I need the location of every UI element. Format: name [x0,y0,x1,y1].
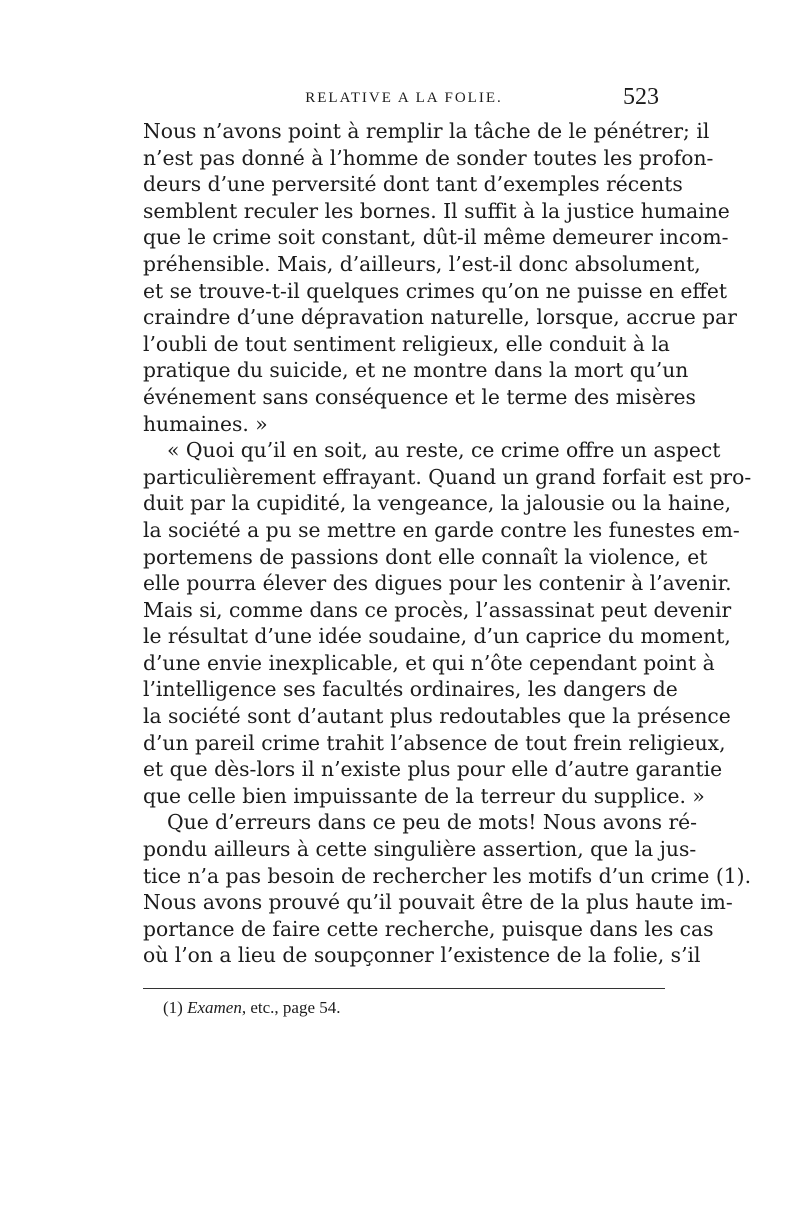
text-line: humaines. » [143,411,268,436]
text-line: d’une envie inexplicable, et qui n’ôte cependant point à [143,650,715,675]
footnote-title: Examen [187,998,242,1017]
text-line: le résultat d’une idée soudaine, d’un caprice du moment, [143,624,731,649]
text-line: elle pourra élever des digues pour les contenir à l’avenir. [143,571,732,596]
text-line: pratique du suicide, et ne montre dans la mort qu’un [143,358,689,383]
text-line: « Quoi qu’il en soit, au reste, ce crime offre un aspect [167,438,721,463]
text-line: d’un pareil crime trahit l’absence de tout frein religieux, [143,730,726,755]
text-line: craindre d’une dépravation naturelle, lorsque, accrue par [143,305,737,330]
text-line: que le crime soit constant, dût-il même demeurer incom- [143,225,729,250]
text-line: portemens de passions dont elle connaît la violence, et [143,544,708,569]
footnote-marker: (1) [163,998,183,1017]
text-line: que celle bien impuissante de la terreur du supplice. » [143,783,705,808]
text-line: pondu ailleurs à cette singulière assertion, que la jus- [143,837,697,862]
text-line: tice n’a pas besoin de rechercher les motifs d’un crime (1). [143,863,752,888]
running-title: RELATIVE A LA FOLIE. [305,90,503,106]
text-line: Nous n’avons point à remplir la tâche de le pénétrer; il [143,119,710,143]
text-line: Nous avons prouvé qu’il pouvait être de la plus haute im- [143,890,733,915]
text-line: la société a pu se mettre en garde contre les funestes em- [143,517,740,542]
text-line: où l’on a lieu de soupçonner l’existence de la folie, s’il [143,943,701,968]
text-line: l’intelligence ses facultés ordinaires, les dangers de [143,677,678,702]
text-line: et se trouve-t-il quelques crimes qu’on ne puisse en effet [143,278,727,303]
footnote-rule [143,988,665,989]
footnote-rest: , etc., page 54. [241,998,341,1017]
text-line: Que d’erreurs dans ce peu de mots! Nous avons ré- [167,810,697,835]
text-line: deurs d’une perversité dont tant d’exemples récents [143,172,683,197]
text-line: préhensible. Mais, d’ailleurs, l’est-il donc absolument, [143,251,701,276]
text-line: et que dès-lors il n’existe plus pour elle d’autre garantie [143,757,723,782]
text-line: événement sans conséquence et le terme des misères [143,384,696,409]
text-line: Mais si, comme dans ce procès, l’assassinat peut devenir [143,597,732,622]
text-line: duit par la cupidité, la vengeance, la jalousie ou la haine, [143,491,732,516]
text-line: n’est pas donné à l’homme de sonder toutes les profon- [143,145,714,170]
footnote [163,998,341,1018]
text-line: l’oubli de tout sentiment religieux, elle conduit à la [143,331,670,356]
text-line: particulièrement effrayant. Quand un grand forfait est pro- [143,464,752,489]
text-line: la société sont d’autant plus redoutables que la présence [143,704,731,729]
text-line: portance de faire cette recherche, puisque dans les cas [143,916,714,941]
page-number: 523 [623,84,659,110]
text-line: semblent reculer les bornes. Il suffit à la justice humaine [143,198,730,223]
page-header [143,84,665,114]
body-text [143,118,752,969]
